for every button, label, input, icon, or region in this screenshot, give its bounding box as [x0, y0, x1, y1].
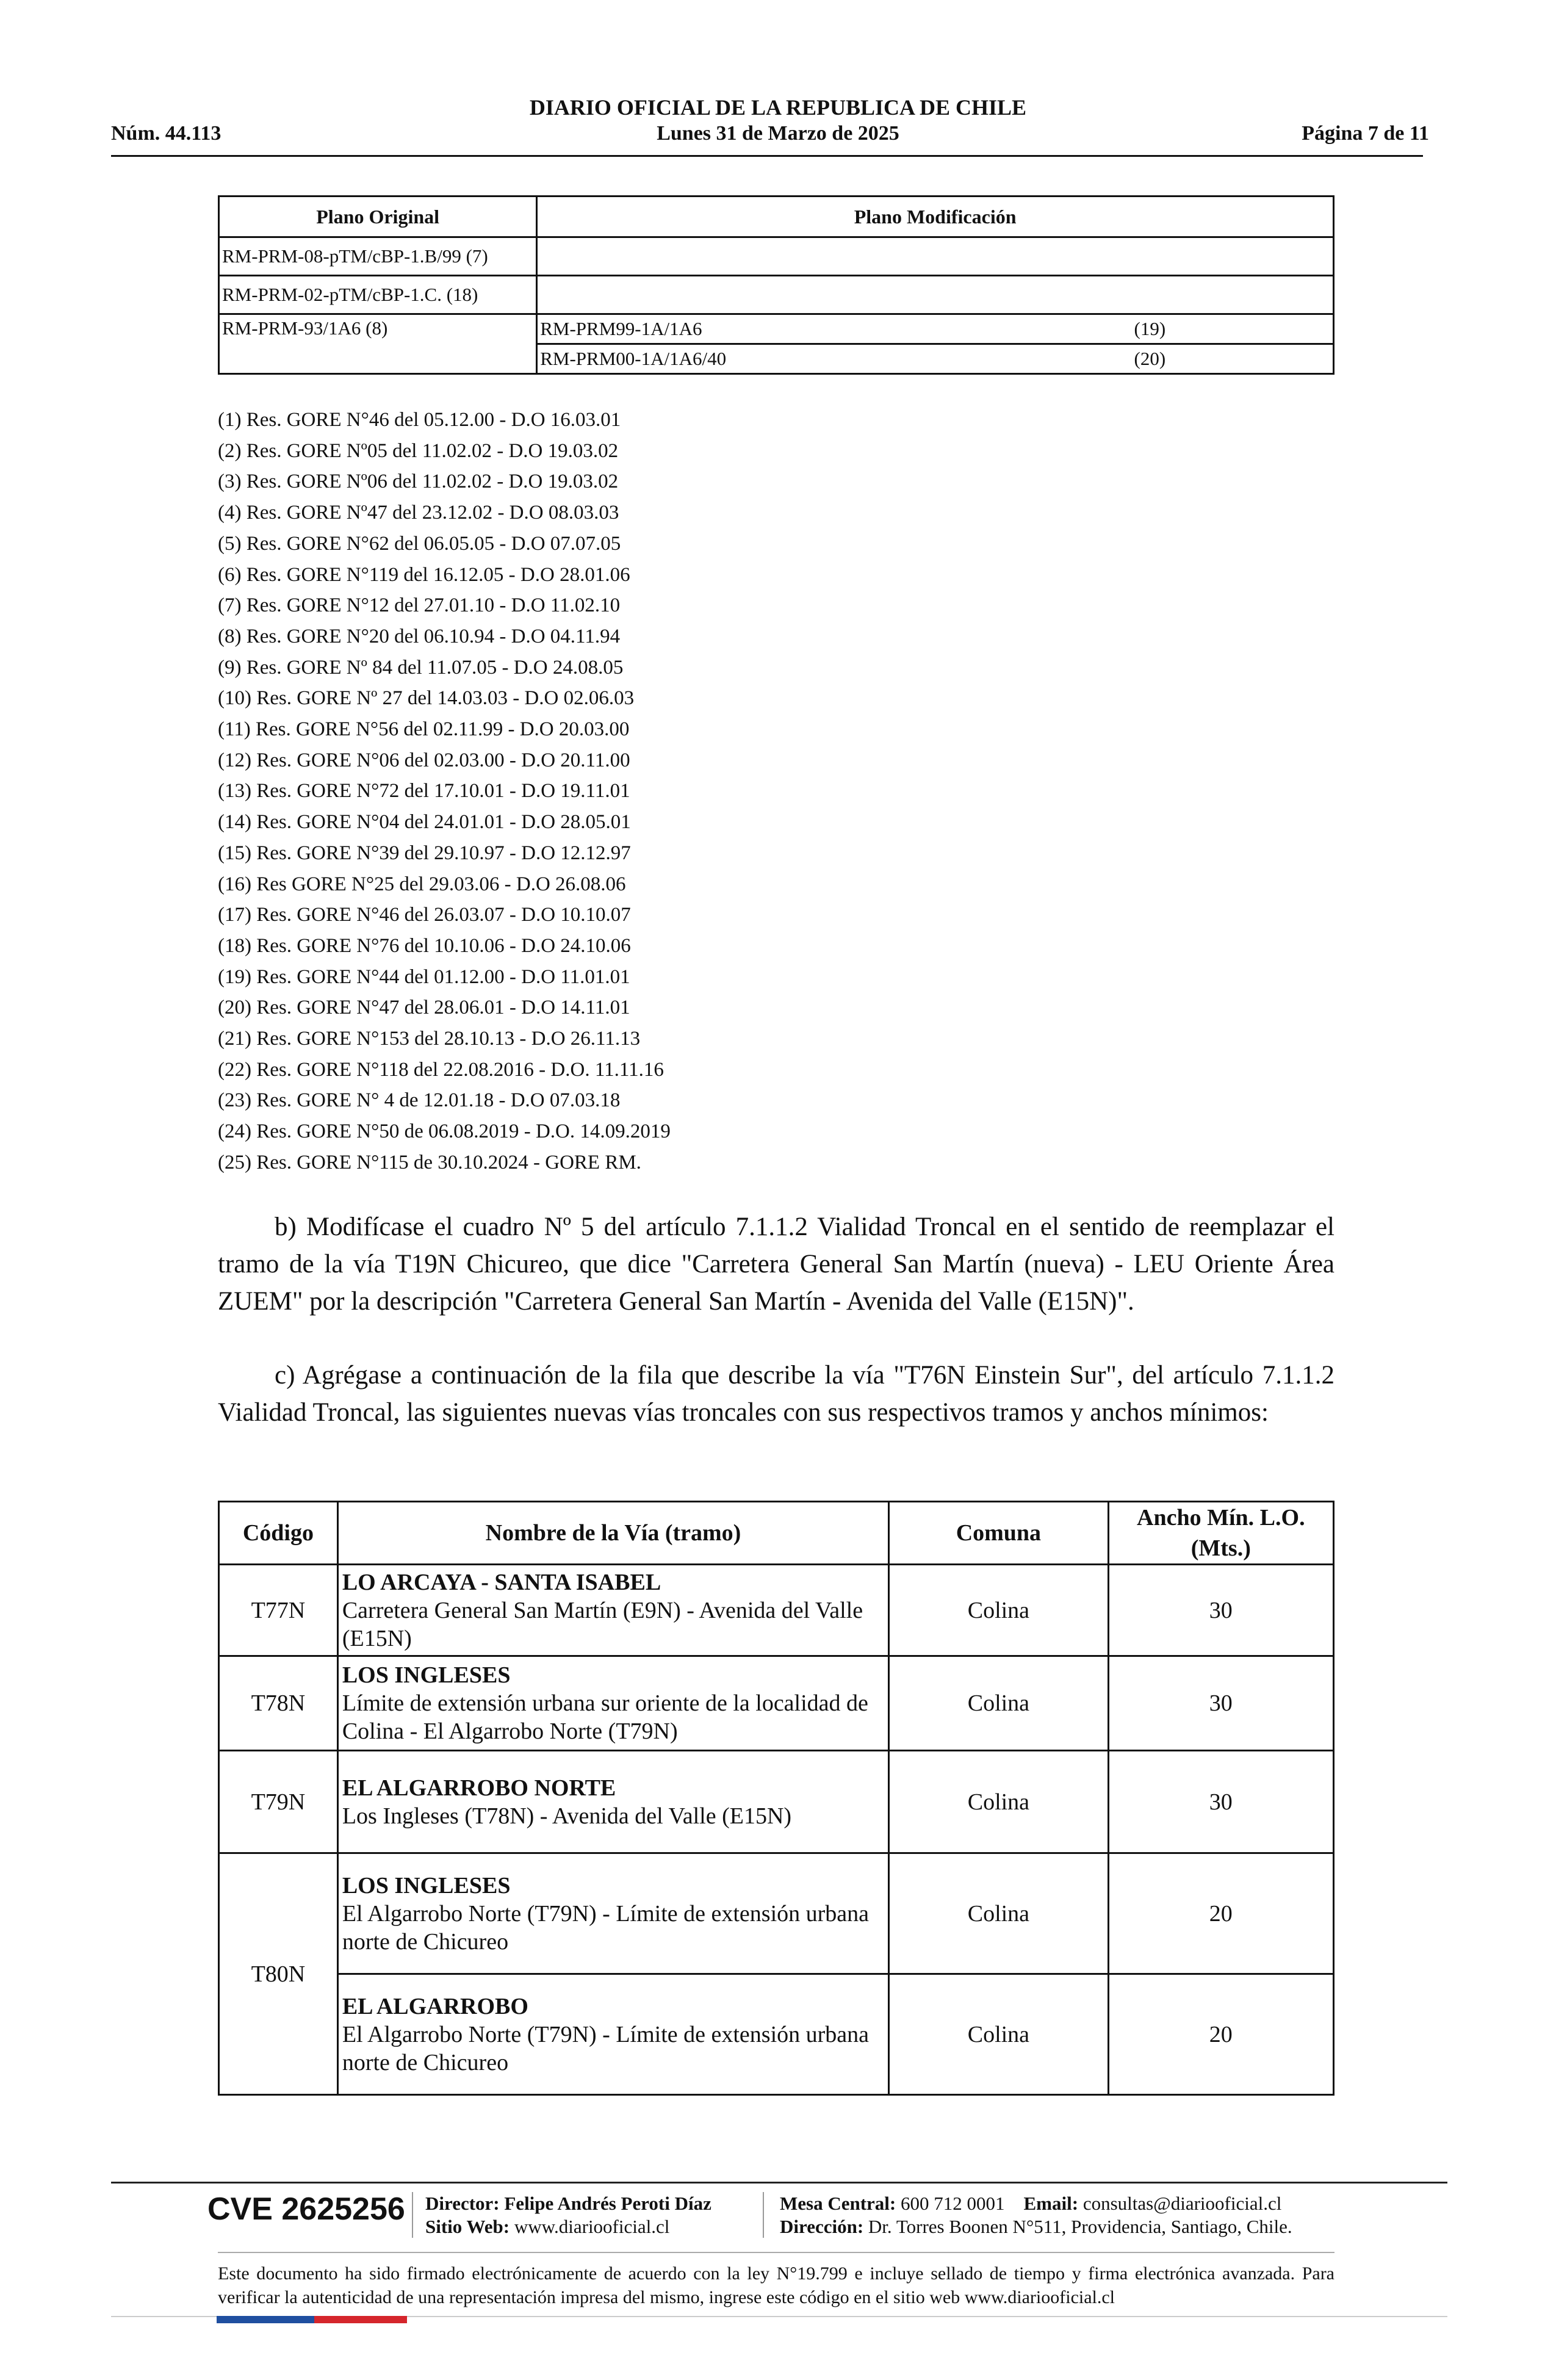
mesa-label: Mesa Central:: [780, 2193, 896, 2214]
footnote: (24) Res. GORE N°50 de 06.08.2019 - D.O. 14.09.2019: [218, 1120, 671, 1143]
table-row: [219, 1853, 1334, 1974]
email-label: Email:: [1023, 2193, 1079, 2214]
via-desc-cell: [337, 1751, 888, 1853]
footer-contact-block: [780, 2192, 1292, 2238]
table-row: [219, 1565, 1334, 1656]
footnote: (9) Res. GORE Nº 84 del 11.07.05 - D.O 24.08.05: [218, 656, 624, 679]
via-comuna: Colina: [889, 1656, 1108, 1751]
director-name: Felipe Andrés Peroti Díaz: [504, 2193, 711, 2214]
paragraph-b-text: b) Modifícase el cuadro Nº 5 del artículo 7.1.1.2 Vialidad Troncal en el sentido de reemplazar el tramo de la vía T19N Chicureo, que dice "Carretera General San Martín (nueva) - LEU Oriente Área ZUEM" por la descripción "Carretera General San Martín - Avenida del Valle (E15N)".: [218, 1213, 1334, 1316]
plano-mod-ref: (20): [1134, 348, 1166, 369]
plano-original-cell: RM-PRM-02-pTM/cBP-1.C. (18): [219, 276, 537, 314]
via-width: 30: [1108, 1656, 1333, 1751]
via-tramo: Carretera General San Martín (E9N) - Avenida del Valle (E15N): [342, 1597, 863, 1651]
header-divider: [111, 155, 1423, 157]
newspaper-title: DIARIO OFICIAL DE LA REPUBLICA DE CHILE: [529, 95, 1027, 120]
plano-original-cell: RM-PRM-93/1A6 (8): [219, 314, 537, 374]
footnote: (20) Res. GORE N°47 del 28.06.01 - D.O 14.11.01: [218, 997, 630, 1019]
via-code: T77N: [219, 1565, 338, 1656]
code-header: Código: [219, 1502, 338, 1565]
paragraph-c-text: c) Agrégase a continuación de la fila que describe la vía "T76N Einstein Sur", del artículo 7.1.1.2 Vialidad Troncal, las siguientes nuevas vías troncales con sus respectivos tramos y anchos mínimos:: [218, 1361, 1334, 1427]
footnote: (22) Res. GORE N°118 del 22.08.2016 - D.O. 11.11.16: [218, 1058, 664, 1081]
plano-mod-plan: RM-PRM99-1A/1A6: [540, 318, 702, 339]
plano-mod-ref: (19): [1134, 318, 1166, 339]
footnote: (21) Res. GORE N°153 del 28.10.13 - D.O 26.11.13: [218, 1028, 641, 1050]
footnote: (7) Res. GORE N°12 del 27.01.10 - D.O 11.02.10: [218, 594, 621, 617]
paragraph-b: [218, 1208, 1334, 1320]
footnote: (12) Res. GORE N°06 del 02.03.00 - D.O 20.11.00: [218, 749, 630, 771]
plano-header-row: [219, 197, 1334, 237]
footnote: (18) Res. GORE N°76 del 10.10.06 - D.O 24.10.06: [218, 934, 631, 957]
via-code: T80N: [219, 1853, 338, 2095]
plano-mod-cell: [537, 237, 1334, 276]
via-width: 30: [1108, 1751, 1333, 1853]
plano-original-header: Plano Original: [219, 197, 537, 237]
via-tramo: Los Ingleses (T78N) - Avenida del Valle (E15N): [342, 1803, 792, 1829]
name-header: Nombre de la Vía (tramo): [337, 1502, 888, 1565]
width-header: Ancho Mín. L.O. (Mts.): [1108, 1502, 1333, 1565]
footnote: (1) Res. GORE N°46 del 05.12.00 - D.O 16.03.01: [218, 409, 621, 431]
vias-header-row: [219, 1502, 1334, 1565]
plano-table: [218, 195, 1334, 375]
via-code: T78N: [219, 1656, 338, 1751]
footnote: (13) Res. GORE N°72 del 17.10.01 - D.O 19.11.01: [218, 780, 630, 802]
plano-original-cell: RM-PRM-08-pTM/cBP-1.B/99 (7): [219, 237, 537, 276]
via-width: 30: [1108, 1565, 1333, 1656]
footnote: (2) Res. GORE Nº05 del 11.02.02 - D.O 19.03.02: [218, 439, 619, 462]
table-row: [219, 1656, 1334, 1751]
via-comuna: Colina: [889, 1974, 1108, 2095]
plano-row: [219, 237, 1334, 276]
plano-mod-cell: [537, 314, 1334, 344]
plano-mod-cell: [537, 276, 1334, 314]
plano-mod-header: Plano Modificación: [537, 197, 1334, 237]
flag-stripe-red: [314, 2316, 407, 2323]
via-comuna: Colina: [889, 1751, 1108, 1853]
footnotes-list: [218, 405, 671, 1178]
footnote: (16) Res GORE N°25 del 29.03.06 - D.O 26.08.06: [218, 873, 626, 895]
director-label: Director:: [425, 2193, 500, 2214]
via-name: LO ARCAYA - SANTA ISABEL: [342, 1569, 661, 1595]
via-tramo: Límite de extensión urbana sur oriente de la localidad de Colina - El Algarrobo Norte (T79N): [342, 1690, 868, 1744]
email-link[interactable]: consultas@diariooficial.cl: [1082, 2193, 1282, 2214]
via-tramo: El Algarrobo Norte (T79N) - Límite de extensión urbana norte de Chicureo: [342, 2021, 870, 2075]
via-name: EL ALGARROBO NORTE: [342, 1775, 616, 1801]
via-name: EL ALGARROBO: [342, 1993, 528, 2019]
page-indicator: Página 7 de 11: [1302, 122, 1429, 145]
plano-mod-plan: RM-PRM00-1A/1A6/40: [540, 348, 727, 369]
footnote: (23) Res. GORE N° 4 de 12.01.18 - D.O 07.03.18: [218, 1089, 621, 1112]
paragraph-c: [218, 1357, 1334, 1431]
footnote: (15) Res. GORE N°39 del 29.10.97 - D.O 12.12.97: [218, 842, 631, 864]
via-name: LOS INGLESES: [342, 1662, 511, 1688]
footer-separator: [412, 2192, 413, 2238]
via-width: 20: [1108, 1853, 1333, 1974]
via-desc-cell: [337, 1656, 888, 1751]
via-desc-cell: [337, 1853, 888, 1974]
footnote: (4) Res. GORE Nº47 del 23.12.02 - D.O 08.03.03: [218, 502, 619, 524]
address-text: Dr. Torres Boonen N°511, Providencia, Santiago, Chile.: [868, 2216, 1292, 2237]
via-code: T79N: [219, 1751, 338, 1853]
footer-divider: [218, 2252, 1334, 2253]
footnote: (25) Res. GORE N°115 de 30.10.2024 - GORE RM.: [218, 1151, 641, 1174]
address-label: Dirección:: [780, 2216, 864, 2237]
via-desc-cell: [337, 1974, 888, 2095]
footer-divider: [111, 2182, 1447, 2183]
issue-number: Núm. 44.113: [111, 122, 222, 145]
mesa-phone: 600 712 0001: [901, 2193, 1005, 2214]
footer-separator: [763, 2192, 764, 2238]
cve-code: CVE 2625256: [207, 2191, 405, 2227]
issue-date: Lunes 31 de Marzo de 2025: [657, 122, 899, 145]
footnote: (5) Res. GORE N°62 del 06.05.05 - D.O 07.07.05: [218, 532, 621, 555]
site-label: Sitio Web:: [425, 2216, 510, 2237]
via-comuna: Colina: [889, 1853, 1108, 1974]
plano-mod-cell: [537, 344, 1334, 374]
via-comuna: Colina: [889, 1565, 1108, 1656]
footnote: (11) Res. GORE N°56 del 02.11.99 - D.O 20.03.00: [218, 718, 630, 741]
table-row: [219, 1751, 1334, 1853]
plano-row: [219, 276, 1334, 314]
flag-stripe-blue: [217, 2316, 314, 2323]
vias-table: [218, 1501, 1334, 2096]
plano-row: [219, 314, 1334, 344]
comuna-header: Comuna: [889, 1502, 1108, 1565]
footer-director-block: [425, 2192, 711, 2238]
legal-notice: Este documento ha sido firmado electrónicamente de acuerdo con la ley N°19.799 e incluye sellado de tiempo y firma electrónica avanzada. Para verificar la autenticidad de una representación impresa del mismo, ingrese este código en el sitio web www.diariooficial.cl: [218, 2263, 1334, 2307]
table-row: [219, 1974, 1334, 2095]
footnote: (14) Res. GORE N°04 del 24.01.01 - D.O 28.05.01: [218, 811, 631, 834]
footnote: (6) Res. GORE N°119 del 16.12.05 - D.O 28.01.06: [218, 563, 630, 586]
via-desc-cell: [337, 1565, 888, 1656]
via-name: LOS INGLESES: [342, 1872, 511, 1899]
via-tramo: El Algarrobo Norte (T79N) - Límite de extensión urbana norte de Chicureo: [342, 1900, 870, 1955]
site-link[interactable]: www.diariooficial.cl: [514, 2216, 670, 2237]
footnote: (3) Res. GORE Nº06 del 11.02.02 - D.O 19.03.02: [218, 471, 619, 493]
footnote: (10) Res. GORE Nº 27 del 14.03.03 - D.O 02.06.03: [218, 687, 635, 710]
footnote: (8) Res. GORE N°20 del 06.10.94 - D.O 04.11.94: [218, 625, 621, 647]
footnote: (19) Res. GORE N°44 del 01.12.00 - D.O 11.01.01: [218, 965, 630, 988]
footnote: (17) Res. GORE N°46 del 26.03.07 - D.O 10.10.07: [218, 904, 631, 926]
via-width: 20: [1108, 1974, 1333, 2095]
